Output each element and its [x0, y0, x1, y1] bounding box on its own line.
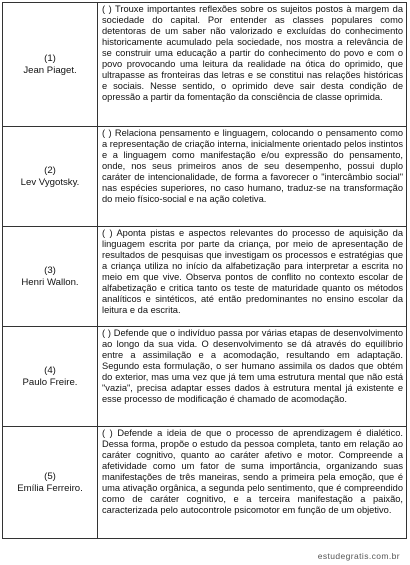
- item-number: (1): [44, 52, 56, 64]
- table-row: [3, 127, 407, 227]
- table-row: [3, 3, 407, 127]
- author-cell: [3, 227, 98, 327]
- table-row: [3, 227, 407, 327]
- description-cell: ( ) Apontа pistas e aspectos relevantes do processo de aquisição da linguagem escrita por parte da criança, por meio de apresentação de resultados de pesquisas que investigam os processos e estratégias que a criança utiliza no início da alfabetização para interpretar a escrita no meio em que vive. Observa pontos de conflito no contexto escolar de alfabetização e critica tanto os teste de maturidade quanto os métodos analíticos e sintéticos, até então predominantes no ensino escolar da leitura e da escrita.: [98, 227, 407, 327]
- author-name: Jean Piaget.: [23, 64, 77, 76]
- item-number: (5): [44, 470, 56, 482]
- author-cell: [3, 3, 98, 127]
- description-cell: ( ) Defende a ideia de que o processo de aprendizagem é dialético. Dessa forma, propõe o estudo da pessoa completa, tanto em relação ao caráter cognitivo, quanto ao caráter afetivo e motor. Compreende a afetividade como um fator de suma importância, organizando suas manifestações de três maneiras, sendo a primeira pela emoção, que é uma ativação orgânica, a segunda pelo sentimento, que é compreendido como de caráter cognitivo, e a terceira manifestação a paixão, caracterizada pelo autocontrole psicomotor em função de um objetivo.: [98, 427, 407, 539]
- table-row: [3, 327, 407, 427]
- author-cell: [3, 427, 98, 539]
- item-number: (2): [44, 164, 56, 176]
- item-number: (3): [44, 264, 56, 276]
- author-cell: [3, 127, 98, 227]
- author-name: Lev Vygotsky.: [20, 176, 80, 188]
- author-cell: [3, 327, 98, 427]
- description-cell: ( ) Relaciona pensamento e linguagem, colocando o pensamento como a representação de criação interna, inicialmente orientado pelos instintos e a linguagem como manifestação e/ou expressão do pensamento, onde, nos seus primeiros anos de seu desempenho, possui duplo caráter de intencionalidade, de forma a favorecer o "intercâmbio social" nas espécies superiores, no caso humano, traduz-se na transformação do meio físico-social e na ação coletiva.: [98, 127, 407, 227]
- description-cell: ( ) Trouxe importantes reflexões sobre os sujeitos postos à margem da sociedade do capital. Por entender as classes populares como detentoras de um saber não valorizado e excluídas do conhecimento historicamente acumulado pela sociedade, nos mostra a relevância de se construir uma educação a partir do conhecimento do povo e com o povo provocando uma leitura da realidade na ótica do oprimido, que ultrapasse as fronteiras das letras e se constitui nas relações históricas e sociais. Nesse sentido, o oprimido deve sair desta condição de opressão a partir da fomentação da consciência de classe oprimida.: [98, 3, 407, 127]
- author-name: Paulo Freire.: [22, 376, 78, 388]
- matching-table: [2, 2, 407, 539]
- author-name: Emília Ferreiro.: [17, 482, 83, 494]
- site-watermark: estudegratis.com.br: [317, 551, 400, 561]
- item-number: (4): [44, 364, 56, 376]
- table-row: [3, 427, 407, 539]
- author-name: Henri Wallon.: [21, 276, 79, 288]
- description-cell: ( ) Defende que o indivíduo passa por várias etapas de desenvolvimento ao longo da sua vida. O desenvolvimento se dá através do equilíbrio entre a assimilação e a acomodação, resultando em adaptação. Segundo esta formulação, o ser humano assimila os dados que obtém do exterior, mas uma vez que já tem uma estrutura mental que não está "vazia", precisa adaptar esses dados à estrutura mental já existente e esse processo de modificação é chamado de acomodação.: [98, 327, 407, 427]
